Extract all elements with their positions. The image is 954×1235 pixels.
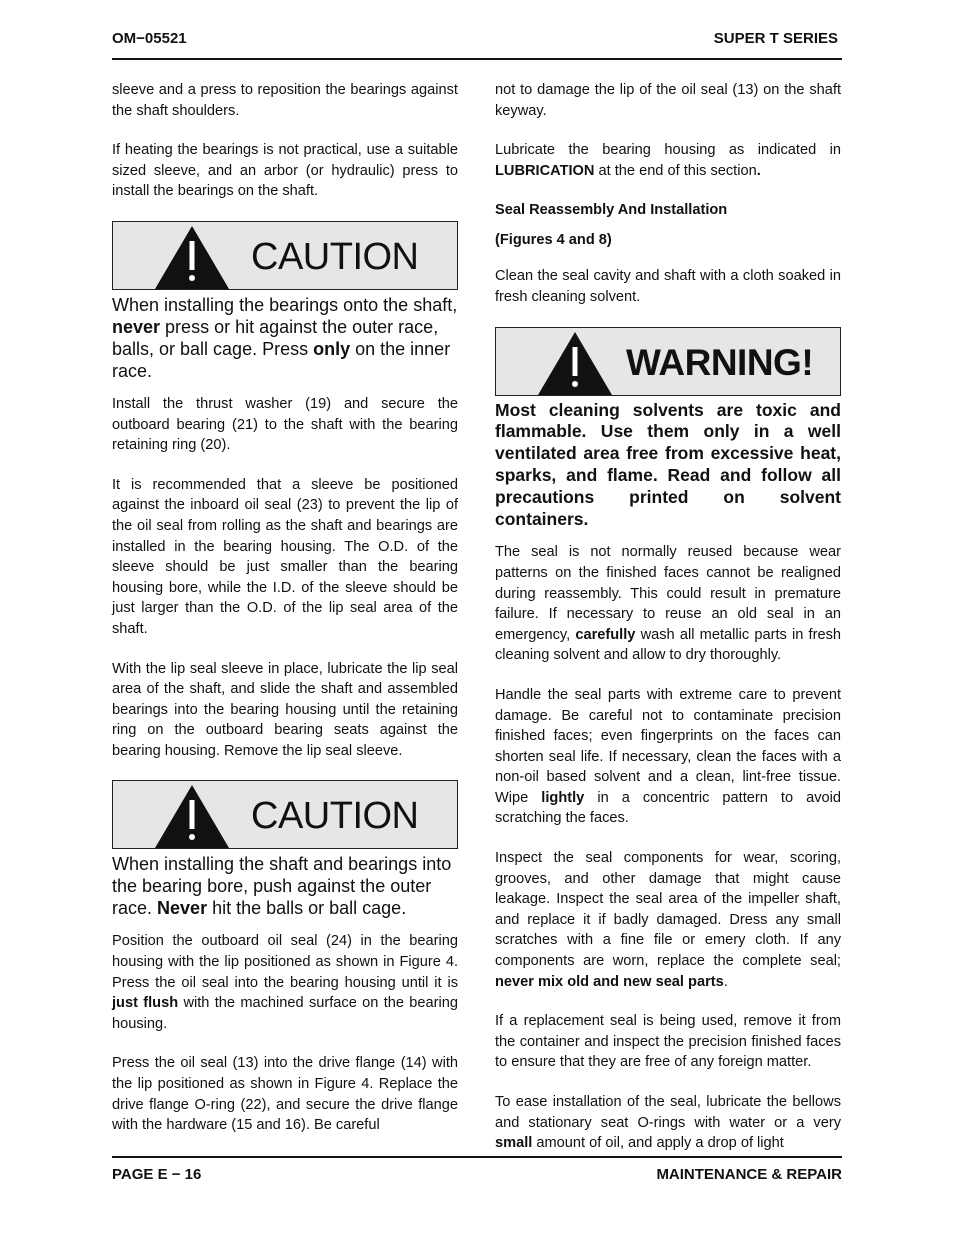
paragraph: Handle the seal parts with extreme care to prevent damage. Be careful not to contaminate precision finished faces; even fingerprints on the faces can shorten seal life. If necessary, clean the faces with a non-oil based solvent and a clean, lint-free tissue. Wipe lightly in a concentric pattern to avoid scratching the faces. bbox=[495, 686, 841, 827]
exclamation-triangle-icon bbox=[155, 785, 229, 848]
warning-banner bbox=[495, 327, 841, 396]
header-rule bbox=[112, 58, 842, 60]
paragraph: Install the thrust washer (19) and secure the outboard bearing (21) to the shaft with the bearing retaining ring (20). bbox=[112, 395, 458, 454]
paragraph: The seal is not normally reused because wear patterns on the finished faces cannot be realigned during reassembly. This could result in premature failure. If necessary to reuse an old seal in an emergency, carefully wash all metallic parts in fresh cleaning solvent and allow to dry thoroughly. bbox=[495, 544, 842, 664]
section-subheading: (Figures 4 and 8) bbox=[495, 232, 612, 249]
exclamation-triangle-icon bbox=[538, 332, 612, 395]
caution-banner bbox=[112, 780, 458, 849]
paragraph: Position the outboard oil seal (24) in the bearing housing with the lip positioned as shown in Figure 4. Press the oil seal into the bearing housing until it is just flush with the machined surface on the bearing housing. bbox=[112, 933, 458, 1032]
paragraph: With the lip seal sleeve in place, lubricate the lip seal area of the shaft, and slide the shaft and assembled bearings into the bearing housing until the retaining ring on the outboard bearing seats against the bearing housing. Remove the lip seal sleeve. bbox=[112, 660, 458, 759]
paragraph: It is recommended that a sleeve be positioned against the inboard oil seal (23) to prevent the lip of the oil seal from rolling as the shaft and bearings are installed in the bearing housing. The O.D. of the sleeve should be just smaller than the bearing housing bore, while the I.D. of the sleeve should be just larger than the O.D. of the lip seal area of the shaft. bbox=[112, 476, 458, 637]
paragraph: sleeve and a press to reposition the bearings against the shaft shoulders. bbox=[112, 82, 458, 119]
document-number: OM−05521 bbox=[112, 30, 187, 47]
paragraph: Lubricate the bearing housing as indicated in LUBRICATION at the end of this section. bbox=[495, 142, 841, 179]
warning-label: WARNING! bbox=[626, 341, 814, 383]
caution-text: When installing the bearings onto the shaft, never press or hit against the outer race, balls, or ball cage. Press only on the inner race. bbox=[112, 294, 458, 381]
exclamation-triangle-icon bbox=[155, 226, 229, 289]
caution-label: CAUTION bbox=[251, 235, 419, 278]
paragraph: Clean the seal cavity and shaft with a cloth soaked in fresh cleaning solvent. bbox=[495, 268, 841, 305]
paragraph: Press the oil seal (13) into the drive flange (14) with the lip positioned as shown in Figure 4. Replace the drive flange O-ring (22), and secure the drive flange with the hardware (15 and 16). Be careful bbox=[112, 1055, 458, 1134]
footer-rule bbox=[112, 1156, 842, 1158]
paragraph: To ease installation of the seal, lubricate the bellows and stationary seat O-rings with water or a very small amount of oil, and apply a drop of light bbox=[495, 1094, 841, 1152]
right-column bbox=[495, 80, 841, 1173]
page-number: PAGE E − 16 bbox=[112, 1166, 202, 1183]
paragraph: not to damage the lip of the oil seal (13) on the shaft keyway. bbox=[495, 82, 841, 119]
section-title: MAINTENANCE & REPAIR bbox=[656, 1166, 842, 1183]
section-heading: Seal Reassembly And Installation bbox=[495, 202, 728, 219]
caution-banner bbox=[112, 221, 458, 290]
series-title: SUPER T SERIES bbox=[713, 30, 838, 47]
paragraph: Inspect the seal components for wear, scoring, grooves, and other damage that might cause leakage. Inspect the seal area of the impeller shaft, and replace it if badly damaged. Dress any small scratches with a fine file or emery cloth. If any components are worn, replace the complete seal; never mix old and new seal parts. bbox=[495, 850, 841, 990]
caution-label: CAUTION bbox=[251, 795, 419, 838]
paragraph: If heating the bearings is not practical, use a suitable sized sleeve, and an arbor (or hydraulic) press to install the bearings on the shaft. bbox=[112, 142, 458, 200]
caution-text: When installing the shaft and bearings into the bearing bore, push against the outer race. Never hit the balls or ball cage. bbox=[112, 854, 452, 919]
warning-text: Most cleaning solvents are toxic and flammable. Use them only in a well ventilated area free from excessive heat, sparks, and flame. Read and follow all precautions printed on solvent containers. bbox=[495, 399, 841, 529]
left-column bbox=[112, 80, 458, 1155]
paragraph: If a replacement seal is being used, remove it from the container and inspect the precision finished faces to ensure that they are free of any foreign matter. bbox=[495, 1013, 841, 1071]
page-header bbox=[112, 30, 838, 60]
